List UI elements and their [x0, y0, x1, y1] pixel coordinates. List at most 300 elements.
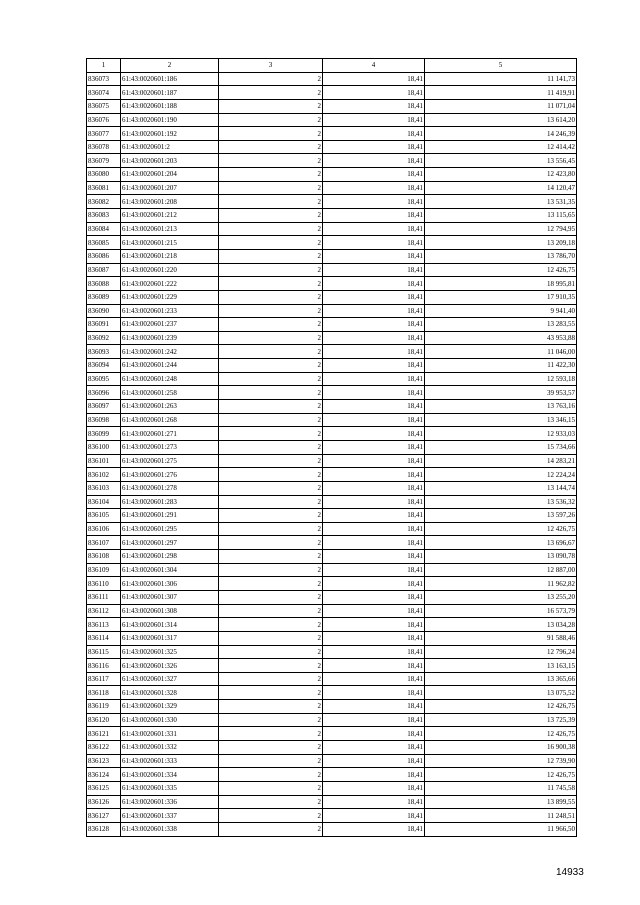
table-cell-col-5: 13 163,15 [425, 659, 577, 673]
table-cell-col-1: 836081 [87, 181, 121, 195]
table-cell-col-3: 2 [219, 181, 323, 195]
table-cell-col-5: 11 745,58 [425, 781, 577, 795]
table-cell-col-3: 2 [219, 249, 323, 263]
table-cell-col-1: 836103 [87, 481, 121, 495]
table-cell-col-4: 18,41 [323, 304, 425, 318]
table-cell-col-1: 836118 [87, 686, 121, 700]
table-cell-col-3: 2 [219, 277, 323, 291]
table-cell-col-1: 836073 [87, 72, 121, 86]
table-cell-col-3: 2 [219, 768, 323, 782]
table-cell-col-2: 61:43:0020601:268 [121, 413, 219, 427]
table-cell-col-4: 18,41 [323, 754, 425, 768]
table-cell-col-5: 14 283,21 [425, 454, 577, 468]
table-cell-col-4: 18,41 [323, 590, 425, 604]
table-body [87, 72, 577, 836]
table-cell-col-2: 61:43:0020601:275 [121, 454, 219, 468]
table-cell-col-3: 2 [219, 522, 323, 536]
table-cell-col-2: 61:43:0020601:331 [121, 727, 219, 741]
table-row [87, 72, 577, 86]
table-cell-col-2: 61:43:0020601:220 [121, 263, 219, 277]
table-cell-col-5: 12 887,00 [425, 563, 577, 577]
table-cell-col-5: 17 910,35 [425, 290, 577, 304]
table-cell-col-3: 2 [219, 604, 323, 618]
table-cell-col-3: 2 [219, 686, 323, 700]
table-cell-col-3: 2 [219, 481, 323, 495]
table-cell-col-2: 61:43:0020601:297 [121, 536, 219, 550]
table-cell-col-5: 14 120,47 [425, 181, 577, 195]
table-row [87, 522, 577, 536]
table-cell-col-5: 13 531,35 [425, 195, 577, 209]
table-cell-col-3: 2 [219, 809, 323, 823]
table-row [87, 140, 577, 154]
table-cell-col-5: 39 953,57 [425, 386, 577, 400]
table-cell-col-4: 18,41 [323, 713, 425, 727]
table-row [87, 400, 577, 414]
table-cell-col-4: 18,41 [323, 413, 425, 427]
table-cell-col-2: 61:43:0020601:330 [121, 713, 219, 727]
table-cell-col-2: 61:43:0020601:335 [121, 781, 219, 795]
table-cell-col-2: 61:43:0020601:190 [121, 113, 219, 127]
table-cell-col-3: 2 [219, 454, 323, 468]
table-cell-col-4: 18,41 [323, 454, 425, 468]
table-cell-col-1: 836101 [87, 454, 121, 468]
table-cell-col-3: 2 [219, 386, 323, 400]
table-cell-col-3: 2 [219, 154, 323, 168]
table-cell-col-3: 2 [219, 236, 323, 250]
table-cell-col-4: 18,41 [323, 263, 425, 277]
table-cell-col-4: 18,41 [323, 468, 425, 482]
table-cell-col-1: 836114 [87, 631, 121, 645]
table-cell-col-2: 61:43:0020601:248 [121, 372, 219, 386]
table-cell-col-4: 18,41 [323, 140, 425, 154]
table-row [87, 481, 577, 495]
table-cell-col-4: 18,41 [323, 222, 425, 236]
table-cell-col-1: 836111 [87, 590, 121, 604]
table-cell-col-2: 61:43:0020601:207 [121, 181, 219, 195]
table-cell-col-1: 836109 [87, 563, 121, 577]
table-cell-col-5: 13 115,65 [425, 209, 577, 223]
table-cell-col-2: 61:43:0020601:338 [121, 822, 219, 836]
table-cell-col-4: 18,41 [323, 536, 425, 550]
table-row [87, 604, 577, 618]
table-cell-col-1: 836122 [87, 741, 121, 755]
table-cell-col-5: 11 071,04 [425, 99, 577, 113]
table-cell-col-2: 61:43:0020601:291 [121, 509, 219, 523]
table-cell-col-4: 18,41 [323, 86, 425, 100]
table-cell-col-2: 61:43:0020601:263 [121, 400, 219, 414]
table-cell-col-3: 2 [219, 631, 323, 645]
table-cell-col-5: 9 941,40 [425, 304, 577, 318]
table-cell-col-2: 61:43:0020601:203 [121, 154, 219, 168]
table-cell-col-1: 836123 [87, 754, 121, 768]
table-cell-col-2: 61:43:0020601:192 [121, 127, 219, 141]
table-cell-col-1: 836082 [87, 195, 121, 209]
table-row [87, 727, 577, 741]
table-cell-col-4: 18,41 [323, 645, 425, 659]
table-cell-col-1: 836091 [87, 318, 121, 332]
table-cell-col-4: 18,41 [323, 331, 425, 345]
table-cell-col-5: 11 141,73 [425, 72, 577, 86]
column-header-1: 1 [87, 59, 121, 73]
table-cell-col-2: 61:43:0020601:336 [121, 795, 219, 809]
table-row [87, 345, 577, 359]
table-cell-col-3: 2 [219, 113, 323, 127]
table-cell-col-4: 18,41 [323, 495, 425, 509]
table-cell-col-1: 836108 [87, 550, 121, 564]
table-cell-col-2: 61:43:0020601:271 [121, 427, 219, 441]
table-cell-col-4: 18,41 [323, 577, 425, 591]
table-cell-col-5: 13 725,39 [425, 713, 577, 727]
table-cell-col-5: 13 597,26 [425, 509, 577, 523]
table-cell-col-1: 836106 [87, 522, 121, 536]
table-cell-col-3: 2 [219, 331, 323, 345]
table-cell-col-2: 61:43:0020601:332 [121, 741, 219, 755]
table-cell-col-3: 2 [219, 700, 323, 714]
table-row [87, 249, 577, 263]
cadastral-value-table [86, 58, 577, 837]
table-cell-col-5: 11 962,82 [425, 577, 577, 591]
table-cell-col-5: 12 933,03 [425, 427, 577, 441]
table-cell-col-4: 18,41 [323, 522, 425, 536]
table-cell-col-2: 61:43:0020601:325 [121, 645, 219, 659]
table-cell-col-4: 18,41 [323, 700, 425, 714]
table-cell-col-5: 13 365,66 [425, 672, 577, 686]
table-cell-col-1: 836098 [87, 413, 121, 427]
table-cell-col-1: 836120 [87, 713, 121, 727]
table-cell-col-2: 61:43:0020601:237 [121, 318, 219, 332]
table-cell-col-4: 18,41 [323, 345, 425, 359]
table-cell-col-1: 836094 [87, 359, 121, 373]
table-row [87, 550, 577, 564]
table-cell-col-2: 61:43:0020601:208 [121, 195, 219, 209]
table-cell-col-1: 836113 [87, 618, 121, 632]
table-cell-col-4: 18,41 [323, 781, 425, 795]
table-row [87, 713, 577, 727]
table-cell-col-1: 836080 [87, 168, 121, 182]
table-cell-col-4: 18,41 [323, 440, 425, 454]
table-cell-col-4: 18,41 [323, 318, 425, 332]
table-cell-col-2: 61:43:0020601:212 [121, 209, 219, 223]
table-cell-col-4: 18,41 [323, 99, 425, 113]
table-cell-col-2: 61:43:0020601:306 [121, 577, 219, 591]
table-cell-col-5: 13 614,20 [425, 113, 577, 127]
table-row [87, 822, 577, 836]
table-cell-col-1: 836087 [87, 263, 121, 277]
table-cell-col-5: 13 283,55 [425, 318, 577, 332]
table-cell-col-5: 11 046,00 [425, 345, 577, 359]
table-cell-col-1: 836099 [87, 427, 121, 441]
table-cell-col-1: 836085 [87, 236, 121, 250]
table-row [87, 468, 577, 482]
column-header-2: 2 [121, 59, 219, 73]
table-cell-col-3: 2 [219, 536, 323, 550]
table-row [87, 563, 577, 577]
table-cell-col-4: 18,41 [323, 181, 425, 195]
table-cell-col-5: 12 593,18 [425, 372, 577, 386]
table-cell-col-1: 836105 [87, 509, 121, 523]
table-cell-col-5: 43 953,88 [425, 331, 577, 345]
table-cell-col-2: 61:43:0020601:304 [121, 563, 219, 577]
table-cell-col-4: 18,41 [323, 672, 425, 686]
table-cell-col-4: 18,41 [323, 604, 425, 618]
table-cell-col-5: 12 426,75 [425, 263, 577, 277]
table-row [87, 686, 577, 700]
table-cell-col-4: 18,41 [323, 290, 425, 304]
table-cell-col-1: 836078 [87, 140, 121, 154]
table-cell-col-5: 13 034,28 [425, 618, 577, 632]
table-cell-col-3: 2 [219, 427, 323, 441]
table-cell-col-2: 61:43:0020601:233 [121, 304, 219, 318]
table-row [87, 290, 577, 304]
table-row [87, 127, 577, 141]
table-row [87, 509, 577, 523]
table-row [87, 577, 577, 591]
table-cell-col-5: 12 414,42 [425, 140, 577, 154]
table-cell-col-1: 836126 [87, 795, 121, 809]
table-cell-col-4: 18,41 [323, 481, 425, 495]
table-cell-col-5: 12 423,80 [425, 168, 577, 182]
column-header-5: 5 [425, 59, 577, 73]
table-row [87, 331, 577, 345]
table-cell-col-3: 2 [219, 754, 323, 768]
table-cell-col-2: 61:43:0020601:329 [121, 700, 219, 714]
table-cell-col-2: 61:43:0020601:298 [121, 550, 219, 564]
column-header-4: 4 [323, 59, 425, 73]
table-cell-col-5: 12 426,75 [425, 727, 577, 741]
table-row [87, 768, 577, 782]
table-cell-col-3: 2 [219, 781, 323, 795]
table-cell-col-5: 18 995,81 [425, 277, 577, 291]
table-cell-col-1: 836119 [87, 700, 121, 714]
table-cell-col-1: 836096 [87, 386, 121, 400]
table-row [87, 645, 577, 659]
table-cell-col-1: 836107 [87, 536, 121, 550]
table-cell-col-3: 2 [219, 304, 323, 318]
table-row [87, 495, 577, 509]
table-row [87, 318, 577, 332]
table-cell-col-2: 61:43:0020601:327 [121, 672, 219, 686]
table-cell-col-1: 836104 [87, 495, 121, 509]
table-cell-col-1: 836100 [87, 440, 121, 454]
table-cell-col-4: 18,41 [323, 509, 425, 523]
table-row [87, 99, 577, 113]
table-cell-col-5: 13 556,45 [425, 154, 577, 168]
table-cell-col-5: 12 426,75 [425, 522, 577, 536]
table-row [87, 741, 577, 755]
table-cell-col-4: 18,41 [323, 550, 425, 564]
table-cell-col-1: 836117 [87, 672, 121, 686]
table-cell-col-4: 18,41 [323, 359, 425, 373]
table-row [87, 222, 577, 236]
table-cell-col-2: 61:43:0020601:328 [121, 686, 219, 700]
table-cell-col-2: 61:43:0020601:258 [121, 386, 219, 400]
table-cell-col-3: 2 [219, 140, 323, 154]
table-cell-col-2: 61:43:0020601:215 [121, 236, 219, 250]
table-row [87, 168, 577, 182]
table-cell-col-2: 61:43:0020601:204 [121, 168, 219, 182]
table-cell-col-2: 61:43:0020601:273 [121, 440, 219, 454]
column-header-3: 3 [219, 59, 323, 73]
table-cell-col-3: 2 [219, 822, 323, 836]
table-cell-col-3: 2 [219, 372, 323, 386]
table-cell-col-1: 836121 [87, 727, 121, 741]
table-cell-col-1: 836095 [87, 372, 121, 386]
table-cell-col-1: 836088 [87, 277, 121, 291]
table-cell-col-4: 18,41 [323, 195, 425, 209]
table-cell-col-2: 61:43:0020601:317 [121, 631, 219, 645]
table-cell-col-1: 836115 [87, 645, 121, 659]
table-cell-col-2: 61:43:0020601:334 [121, 768, 219, 782]
table-cell-col-4: 18,41 [323, 427, 425, 441]
table-cell-col-4: 18,41 [323, 113, 425, 127]
table-cell-col-5: 16 573,79 [425, 604, 577, 618]
table-cell-col-3: 2 [219, 413, 323, 427]
table-row [87, 795, 577, 809]
table-row [87, 440, 577, 454]
table-cell-col-5: 13 763,16 [425, 400, 577, 414]
table-cell-col-2: 61:43:0020601:276 [121, 468, 219, 482]
table-cell-col-3: 2 [219, 550, 323, 564]
table-cell-col-1: 836084 [87, 222, 121, 236]
table-cell-col-3: 2 [219, 563, 323, 577]
table-cell-col-5: 13 255,20 [425, 590, 577, 604]
table-row [87, 263, 577, 277]
table-row [87, 154, 577, 168]
table-cell-col-3: 2 [219, 86, 323, 100]
table-cell-col-2: 61:43:0020601:283 [121, 495, 219, 509]
table-cell-col-4: 18,41 [323, 72, 425, 86]
table-cell-col-1: 836075 [87, 99, 121, 113]
table-cell-col-5: 12 794,95 [425, 222, 577, 236]
table-cell-col-2: 61:43:0020601:278 [121, 481, 219, 495]
table-cell-col-1: 836089 [87, 290, 121, 304]
table-cell-col-5: 13 786,70 [425, 249, 577, 263]
table-cell-col-4: 18,41 [323, 154, 425, 168]
table-cell-col-1: 836110 [87, 577, 121, 591]
table-cell-col-1: 836093 [87, 345, 121, 359]
table-row [87, 536, 577, 550]
table-header-row [87, 59, 577, 73]
table-row [87, 781, 577, 795]
table-cell-col-5: 11 966,50 [425, 822, 577, 836]
table-cell-col-3: 2 [219, 127, 323, 141]
table-cell-col-3: 2 [219, 359, 323, 373]
table-cell-col-4: 18,41 [323, 168, 425, 182]
table-cell-col-5: 13 696,67 [425, 536, 577, 550]
table-cell-col-3: 2 [219, 577, 323, 591]
table-cell-col-1: 836086 [87, 249, 121, 263]
table-row [87, 386, 577, 400]
table-cell-col-4: 18,41 [323, 400, 425, 414]
table-row [87, 86, 577, 100]
table-row [87, 209, 577, 223]
table-cell-col-1: 836128 [87, 822, 121, 836]
table-cell-col-3: 2 [219, 795, 323, 809]
table-cell-col-2: 61:43:0020601:242 [121, 345, 219, 359]
table-cell-col-3: 2 [219, 618, 323, 632]
table-cell-col-1: 836097 [87, 400, 121, 414]
table-cell-col-4: 18,41 [323, 631, 425, 645]
table-cell-col-2: 61:43:0020601:229 [121, 290, 219, 304]
table-cell-col-2: 61:43:0020601:326 [121, 659, 219, 673]
table-cell-col-2: 61:43:0020601:244 [121, 359, 219, 373]
table-cell-col-3: 2 [219, 495, 323, 509]
table-cell-col-4: 18,41 [323, 249, 425, 263]
table-cell-col-1: 836077 [87, 127, 121, 141]
table-row [87, 195, 577, 209]
table-cell-col-3: 2 [219, 99, 323, 113]
table-row [87, 618, 577, 632]
table-cell-col-3: 2 [219, 727, 323, 741]
table-cell-col-4: 18,41 [323, 659, 425, 673]
table-cell-col-1: 836116 [87, 659, 121, 673]
table-cell-col-3: 2 [219, 318, 323, 332]
table-cell-col-4: 18,41 [323, 386, 425, 400]
table-cell-col-5: 14 246,39 [425, 127, 577, 141]
table-cell-col-5: 16 900,38 [425, 741, 577, 755]
table-row [87, 427, 577, 441]
table-row [87, 236, 577, 250]
table-row [87, 672, 577, 686]
table-cell-col-3: 2 [219, 72, 323, 86]
table-cell-col-1: 836127 [87, 809, 121, 823]
table-row [87, 754, 577, 768]
table-cell-col-5: 12 224,24 [425, 468, 577, 482]
table-cell-col-2: 61:43:0020601:218 [121, 249, 219, 263]
table-cell-col-5: 12 796,24 [425, 645, 577, 659]
table-cell-col-2: 61:43:0020601:186 [121, 72, 219, 86]
table-cell-col-2: 61:43:0020601:295 [121, 522, 219, 536]
table-cell-col-2: 61:43:0020601:314 [121, 618, 219, 632]
table-cell-col-1: 836125 [87, 781, 121, 795]
table-cell-col-4: 18,41 [323, 618, 425, 632]
table-cell-col-2: 61:43:0020601:337 [121, 809, 219, 823]
table-cell-col-1: 836079 [87, 154, 121, 168]
table-row [87, 631, 577, 645]
table-cell-col-3: 2 [219, 440, 323, 454]
table-cell-col-2: 61:43:0020601:307 [121, 590, 219, 604]
table-cell-col-4: 18,41 [323, 209, 425, 223]
table-cell-col-5: 12 739,90 [425, 754, 577, 768]
table-cell-col-3: 2 [219, 590, 323, 604]
table-cell-col-4: 18,41 [323, 822, 425, 836]
table-cell-col-5: 13 536,32 [425, 495, 577, 509]
table-row [87, 700, 577, 714]
table-cell-col-5: 13 075,52 [425, 686, 577, 700]
table-cell-col-5: 11 248,51 [425, 809, 577, 823]
table-cell-col-1: 836092 [87, 331, 121, 345]
table-cell-col-1: 836124 [87, 768, 121, 782]
table-row [87, 359, 577, 373]
table-cell-col-5: 12 426,75 [425, 700, 577, 714]
table-cell-col-4: 18,41 [323, 372, 425, 386]
table-cell-col-3: 2 [219, 509, 323, 523]
table-cell-col-4: 18,41 [323, 127, 425, 141]
table-cell-col-4: 18,41 [323, 741, 425, 755]
table-row [87, 304, 577, 318]
table-cell-col-3: 2 [219, 741, 323, 755]
table-cell-col-2: 61:43:0020601:188 [121, 99, 219, 113]
table-cell-col-5: 13 144,74 [425, 481, 577, 495]
table-row [87, 590, 577, 604]
table-cell-col-3: 2 [219, 672, 323, 686]
table-cell-col-3: 2 [219, 400, 323, 414]
table-cell-col-1: 836074 [87, 86, 121, 100]
table-cell-col-3: 2 [219, 713, 323, 727]
table-row [87, 181, 577, 195]
table-cell-col-1: 836083 [87, 209, 121, 223]
table-cell-col-3: 2 [219, 263, 323, 277]
